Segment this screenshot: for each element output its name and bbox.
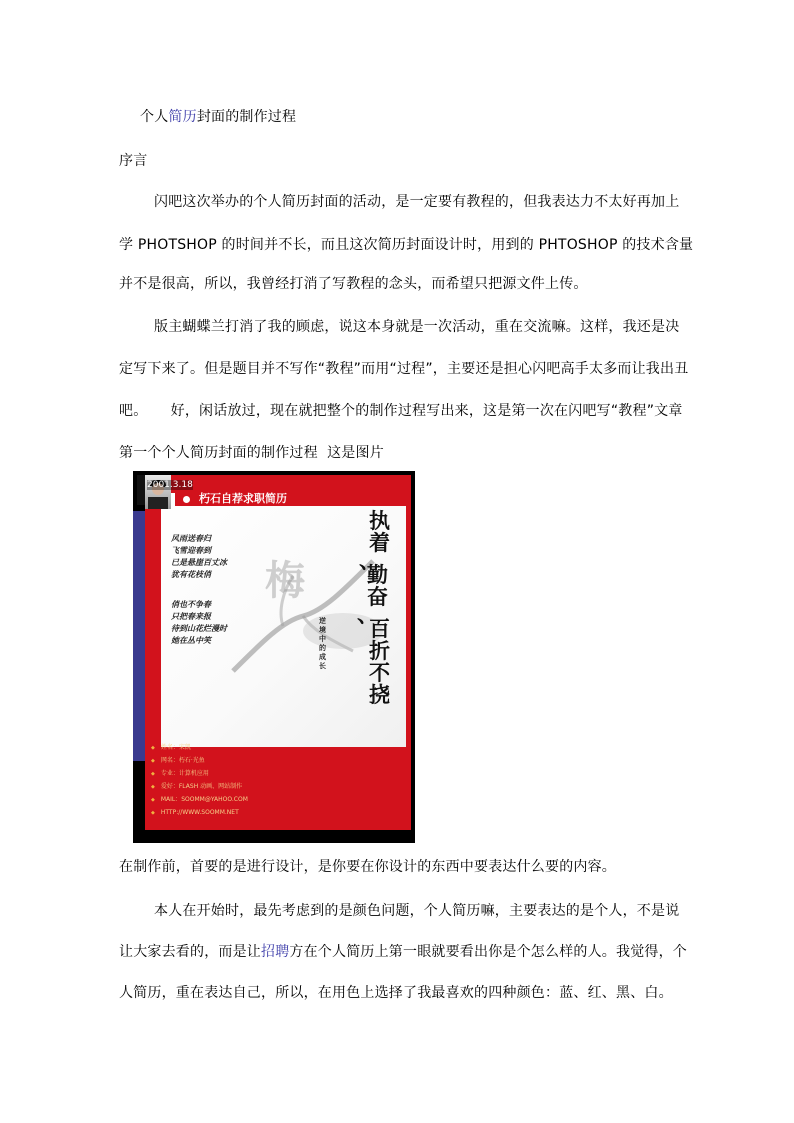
resume-cover-image — [133, 471, 415, 843]
title-text-pre: 个人 — [140, 109, 169, 125]
info-line: ◆ 姓名：宋凯 — [151, 744, 191, 752]
paragraph-line: 版主蝴蝶兰打消了我的顾虑，说这本身就是一次活动，重在交流嘛。这样，我还是决 — [154, 319, 680, 335]
slogan-char: 奋 — [367, 584, 388, 609]
info-line: ◆ HTTP://WWW.SOOMM.NET — [151, 809, 239, 817]
cover-blue-bar — [133, 511, 145, 761]
paragraph-line: 吧。 好，闲话放过，现在就把整个的制作过程写出来，这是第一次在闪吧写“教程”文章 — [119, 403, 683, 419]
paragraph-line — [119, 943, 687, 961]
cover-header: 朽石自荐求职简历 — [175, 492, 411, 506]
slogan-char: 折 — [369, 638, 390, 663]
paragraph-line: 定写下来了。但是题目并不写作“教程”而用“过程”，主要还是担心闪吧高手太多而让我出丑 — [119, 361, 689, 377]
slogan-char: 、 — [357, 602, 378, 627]
info-line: ◆ MAIL：SOOMM@YAHOO.COM — [151, 796, 248, 804]
paragraph-line: 在制作前，首要的是进行设计，是你要在你设计的东西中要表达什么要的内容。 — [119, 859, 616, 875]
slogan-char: 、 — [359, 548, 380, 573]
slogan-char: 勤 — [367, 562, 388, 587]
poem-line: 她在丛中笑 — [171, 636, 211, 645]
text-pre: 让大家去看的，而是让 — [119, 944, 261, 960]
recruit-link[interactable]: 招聘 — [261, 944, 290, 960]
photo-date: 2001.3.18 — [147, 480, 193, 490]
paragraph-line: 人简历，重在表达自己，所以，在用色上选择了我最喜欢的四种颜色：蓝、红、黑、白。 — [119, 985, 673, 1001]
slogan-char: 不 — [369, 660, 390, 685]
text-post: 方在个人简历上第一眼就要看出你是个怎么样的人。我觉得，个 — [289, 944, 688, 960]
paragraph-line: 本人在开始时，最先考虑到的是颜色问题，个人简历嘛，主要表达的是个人，不是说 — [154, 903, 680, 919]
poem-line: 犹有花枝俏 — [171, 570, 211, 579]
paragraph-line: 闪吧这次举办的个人简历封面的活动，是一定要有教程的，但我表达力不太好再加上 — [154, 194, 680, 210]
paragraph-line: 学 PHOTSHOP 的时间并不长，而且这次简历封面设计时，用到的 PHTOSHOP 的技术含量 — [119, 237, 694, 253]
poem-line: 飞雪迎春到 — [171, 546, 211, 555]
title-link-resume[interactable]: 简历 — [168, 109, 197, 125]
info-line: ◆ 爱好：FLASH 动画、网站制作 — [151, 783, 242, 791]
poem-line: 已是悬崖百丈冰 — [171, 558, 227, 567]
poem-line: 俏也不争春 — [171, 600, 211, 609]
title-text-post: 封面的制作过程 — [196, 109, 297, 125]
document-title — [140, 108, 296, 126]
slogan-char: 挠 — [369, 682, 390, 707]
slogan-char: 执 — [369, 508, 390, 533]
poem-line: 风雨送春归 — [171, 534, 211, 543]
slogan-char: 着 — [369, 530, 390, 555]
preface-heading: 序言 — [119, 153, 148, 169]
plum-watermark: 梅 — [265, 557, 305, 604]
poem-line: 只把春来报 — [171, 612, 211, 621]
paragraph-line: 第一个个人简历封面的制作过程 这是图片 — [119, 445, 384, 461]
info-line: ◆ 专业：计算机应用 — [151, 770, 209, 778]
vertical-subtitle: 逆境中的成长 — [319, 617, 326, 670]
info-line: ◆ 网名：朽石·光鱼 — [151, 757, 205, 765]
header-dot-icon — [183, 496, 190, 503]
poem-line: 待到山花烂漫时 — [171, 624, 227, 633]
paragraph-line: 并不是很高，所以，我曾经打消了写教程的念头，而希望只把源文件上传。 — [119, 276, 588, 292]
slogan-char: 百 — [369, 616, 390, 641]
